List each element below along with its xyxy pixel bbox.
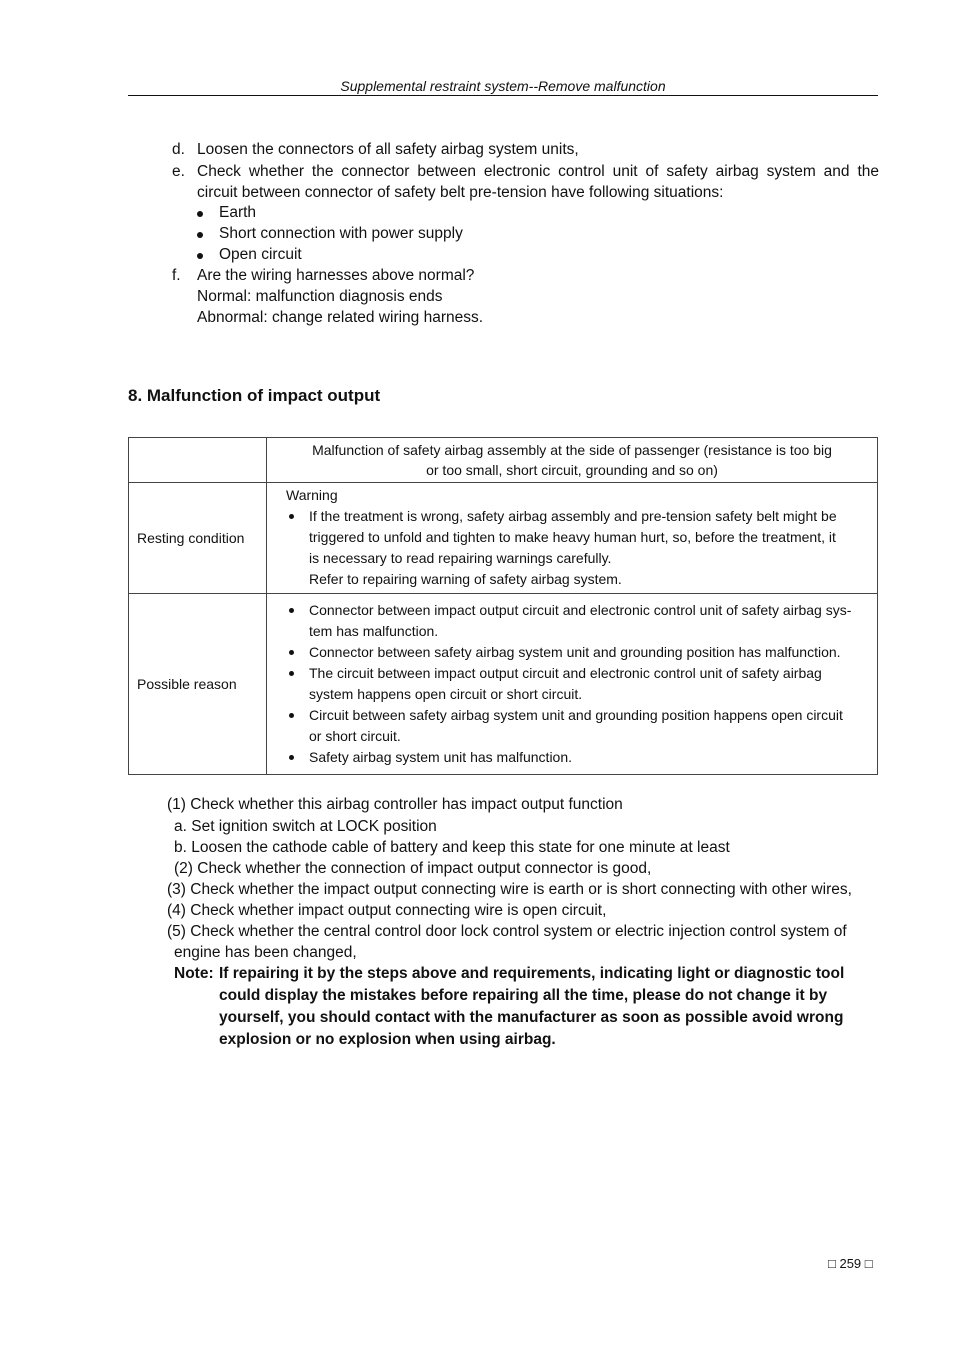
warning-bullet-line-3: is necessary to read repairing warnings carefully. bbox=[309, 550, 612, 566]
reason-3-line-1: The circuit between impact output circuit and electronic control unit of safety airbag bbox=[286, 663, 865, 684]
note-line-3: yourself, you should contact with the manufacturer as soon as possible avoid wrong bbox=[219, 1009, 844, 1026]
warning-bullet-line-4: Refer to repairing warning of safety airbag system. bbox=[309, 571, 622, 587]
header-divider bbox=[128, 95, 878, 96]
step-e-text: Check whether the connector between electronic control unit of safety airbag system and the bbox=[197, 163, 879, 180]
bullet-open-circuit: Open circuit bbox=[219, 246, 302, 263]
step-d-text: Loosen the connectors of all safety airbag system units, bbox=[197, 141, 579, 158]
step-1: (1) Check whether this airbag controller has impact output function bbox=[167, 796, 623, 813]
possible-reason-label: Possible reason bbox=[129, 594, 267, 775]
warning-bullet-line-1: If the treatment is wrong, safety airbag assembly and pre-tension safety belt might be bbox=[286, 506, 865, 527]
warning-bullet-line-2: triggered to unfold and tighten to make heavy human hurt, so, before the treatment, it bbox=[309, 529, 836, 545]
step-f-normal: Normal: malfunction diagnosis ends bbox=[197, 288, 443, 305]
reason-4-line-2: or short circuit. bbox=[309, 727, 401, 744]
table-header-row bbox=[129, 438, 878, 483]
bullet-earth: Earth bbox=[219, 204, 257, 221]
possible-reason-content bbox=[267, 594, 878, 775]
resting-condition-content bbox=[267, 483, 878, 594]
table-corner-cell bbox=[129, 438, 267, 483]
warning-title: Warning bbox=[286, 487, 338, 503]
step-1a: a. Set ignition switch at LOCK position bbox=[174, 818, 437, 835]
page-number: □ 259 □ bbox=[828, 1256, 873, 1271]
step-1b: b. Loosen the cathode cable of battery and keep this state for one minute at least bbox=[174, 839, 730, 856]
step-e-cont: circuit between connector of safety belt pre-tension have following situations: bbox=[197, 184, 724, 201]
note-label: Note: bbox=[174, 965, 214, 982]
table-head-line-2: or too small, short circuit, grounding and so on) bbox=[426, 462, 718, 478]
reason-2-line-1: Connector between safety airbag system unit and grounding position has malfunction. bbox=[286, 642, 865, 663]
malfunction-table bbox=[128, 437, 878, 775]
bullet-short-connection: Short connection with power supply bbox=[219, 225, 463, 242]
step-5-cont: engine has been changed, bbox=[174, 944, 357, 961]
step-f-abnormal: Abnormal: change related wiring harness. bbox=[197, 309, 484, 326]
table-header-cell bbox=[267, 438, 878, 483]
step-d-label: d. bbox=[172, 141, 185, 158]
reason-1-line-1: Connector between impact output circuit and electronic control unit of safety airbag sys- bbox=[286, 600, 865, 621]
section-title: 8. Malfunction of impact output bbox=[128, 386, 381, 405]
step-2: (2) Check whether the connection of impact output connector is good, bbox=[174, 860, 652, 877]
note-line-4: explosion or no explosion when using airbag. bbox=[219, 1031, 556, 1048]
note-line-1: If repairing it by the steps above and requirements, indicating light or diagnostic tool bbox=[219, 965, 845, 982]
resting-condition-label: Resting condition bbox=[129, 483, 267, 594]
step-3: (3) Check whether the impact output connecting wire is earth or is short connecting with other wires, bbox=[167, 881, 852, 898]
step-e-label: e. bbox=[172, 163, 185, 180]
step-f-label: f. bbox=[172, 267, 181, 284]
step-4: (4) Check whether impact output connecting wire is open circuit, bbox=[167, 902, 607, 919]
reason-5-line-1: Safety airbag system unit has malfunction. bbox=[286, 747, 865, 768]
step-f-text: Are the wiring harnesses above normal? bbox=[197, 267, 475, 284]
table-head-line-1: Malfunction of safety airbag assembly at the side of passenger (resistance is too big bbox=[312, 442, 832, 458]
reason-4-line-1: Circuit between safety airbag system unit and grounding position happens open circuit bbox=[286, 705, 865, 726]
reason-3-line-2: system happens open circuit or short circuit. bbox=[309, 685, 583, 702]
reason-1-line-2: tem has malfunction. bbox=[309, 622, 439, 639]
table-row-resting bbox=[129, 483, 878, 594]
note-line-2: could display the mistakes before repairing all the time, please do not change it by bbox=[219, 987, 828, 1004]
step-5: (5) Check whether the central control door lock control system or electric injection control system of bbox=[167, 923, 847, 940]
page-header: Supplemental restraint system--Remove malfunction bbox=[340, 78, 666, 94]
table-row-reason bbox=[129, 594, 878, 775]
